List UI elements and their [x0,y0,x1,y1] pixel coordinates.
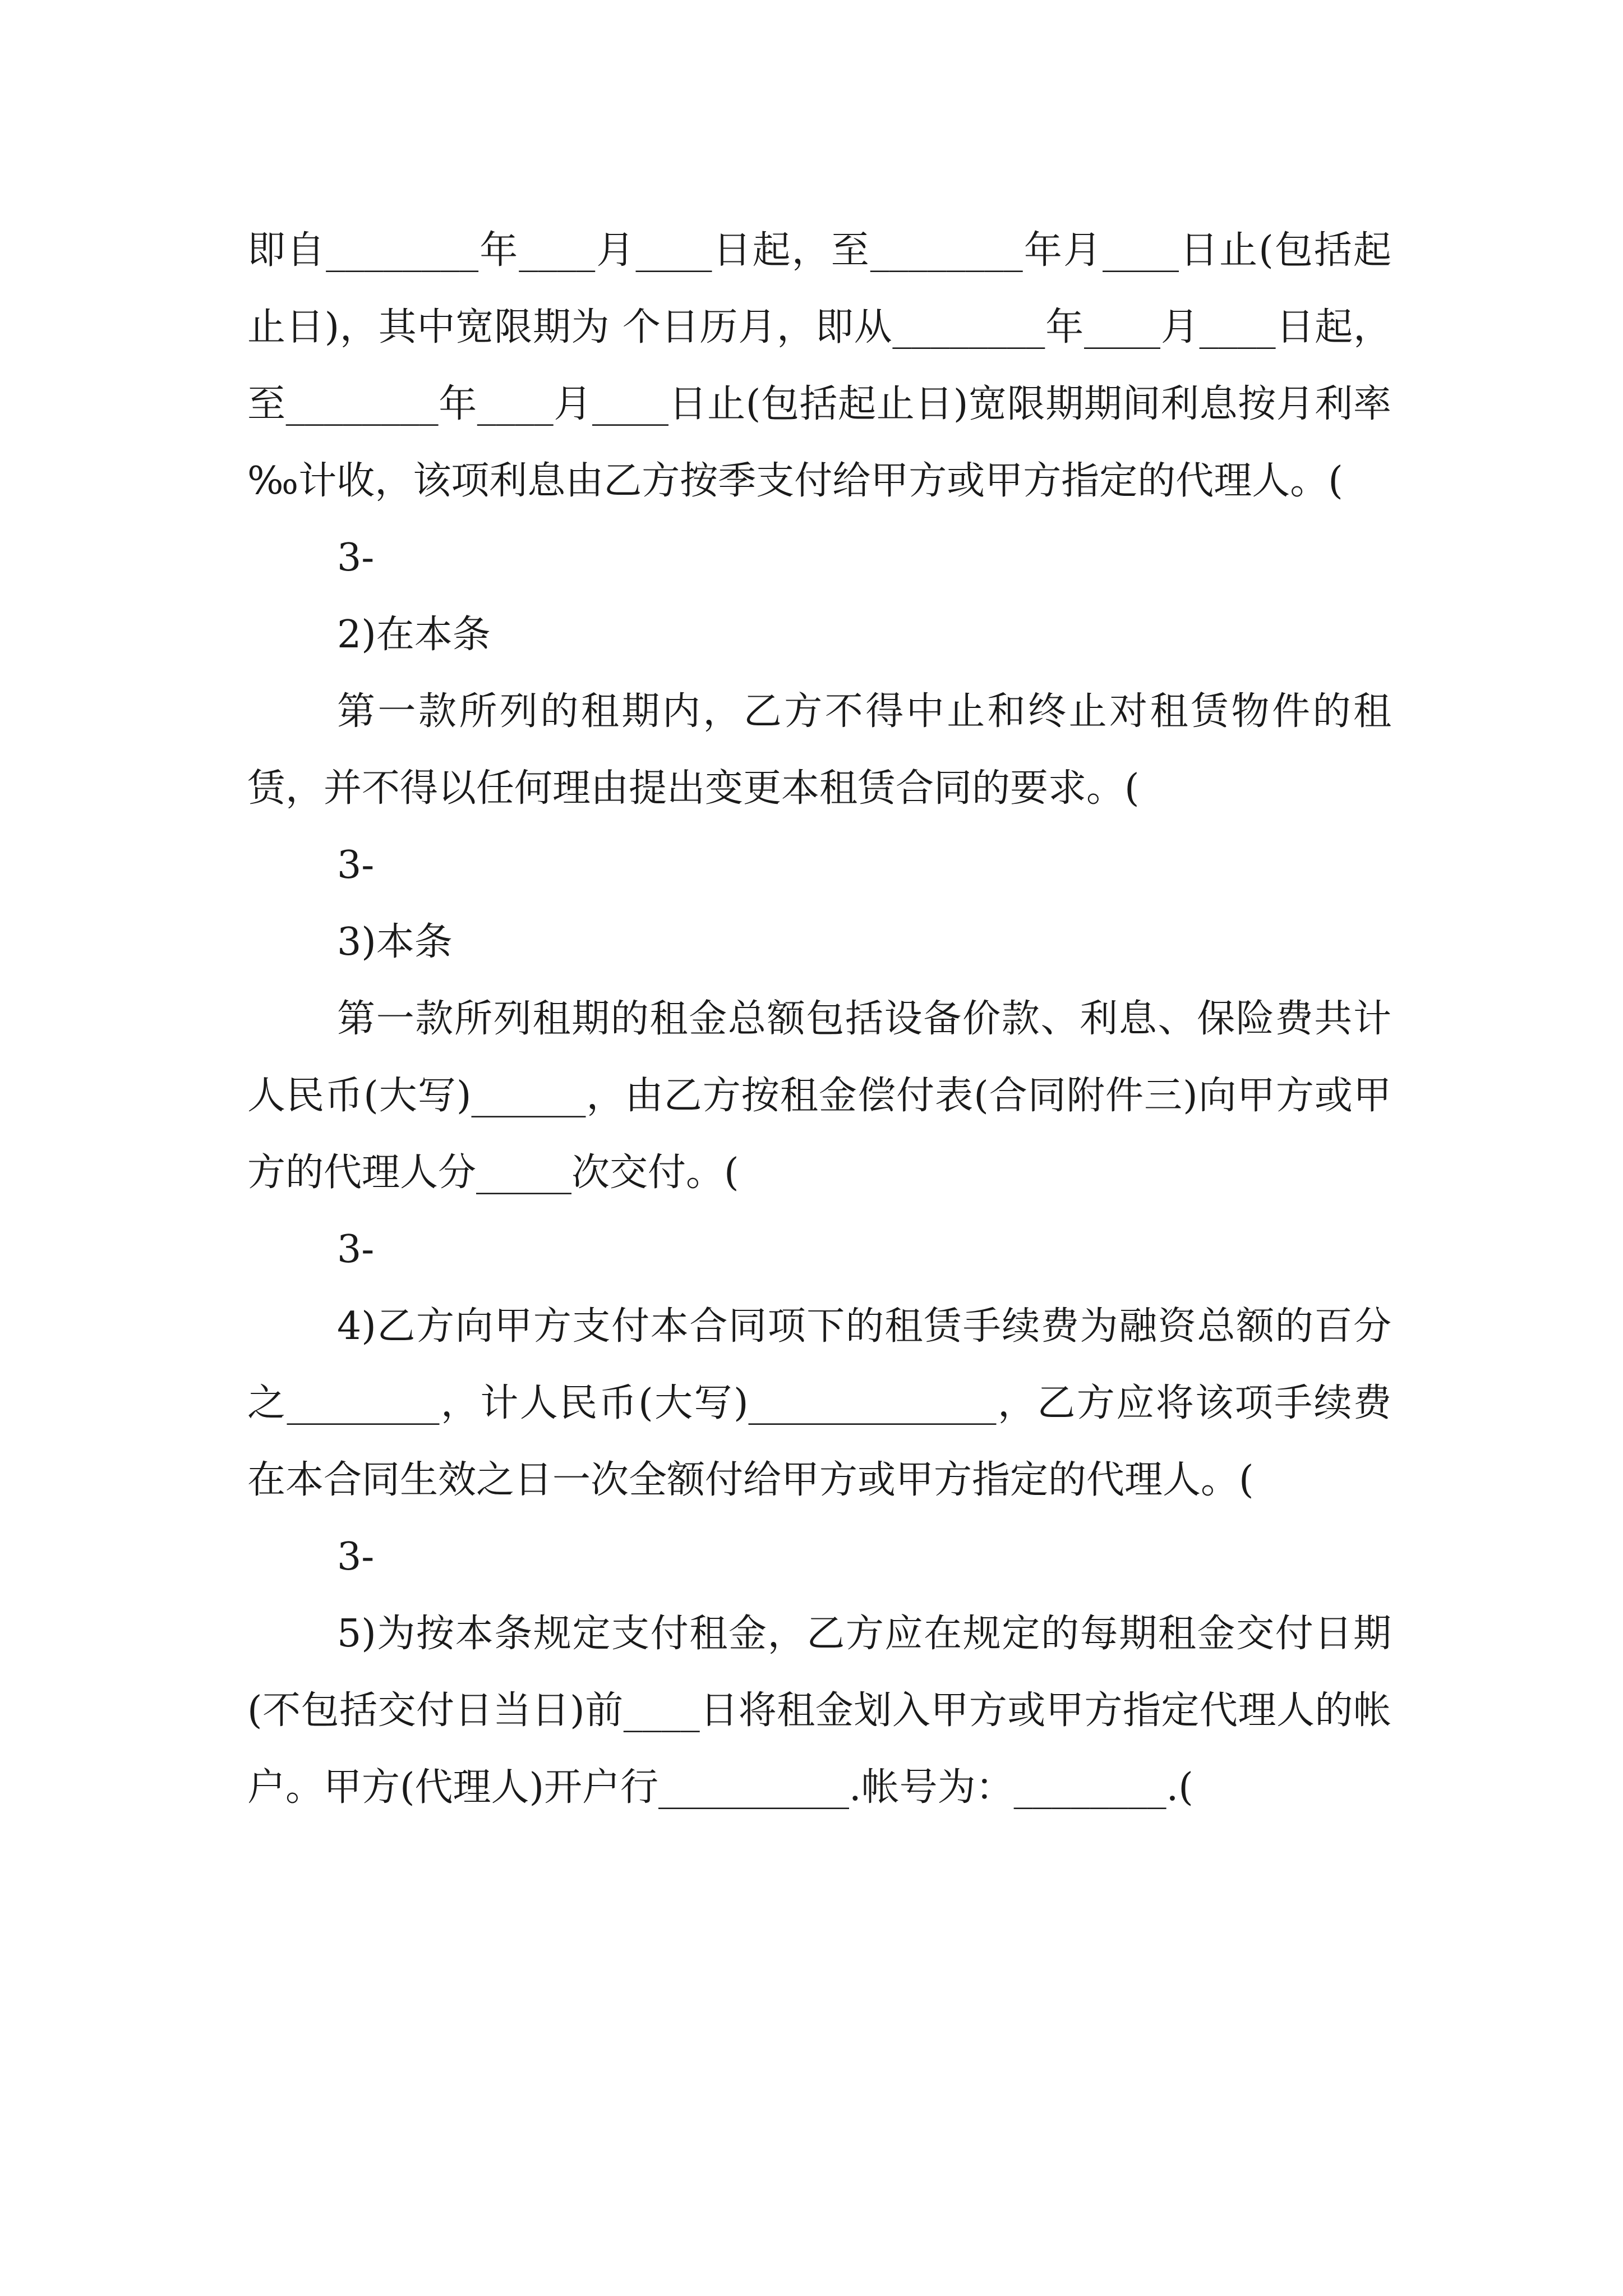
paragraph-lease-term-no-termination: 第一款所列的租期内，乙方不得中止和终止对租赁物件的租赁，并不得以任何理由提出变更本租赁合同的要求。( [247,689,1391,811]
clause-number-3-5-prefix: 3- [337,1535,375,1579]
paragraph-handling-fee: 4)乙方向甲方支付本合同项下的租赁手续费为融资总额的百分之________，计人民币(大写)_____________，乙方应将该项手续费在本合同生效之日一次全额付给甲方或甲方指定的代理人。( [247,1304,1391,1502]
clause-number-3-3-prefix: 3- [337,843,375,887]
paragraph-rent-payment-account: 5)为按本条规定支付租金，乙方应在规定的每期租金交付日期(不包括交付日当日)前____日将租金划入甲方或甲方指定代理人的帐户。甲方(代理人)开户行__________.帐号为：________.( [247,1612,1391,1810]
clause-number-3-2-prefix: 3- [337,536,375,580]
clause-3-2-heading: 2)在本条 [337,613,491,657]
clause-3-3-heading: 3)本条 [337,920,453,964]
clause-number-3-4-prefix: 3- [337,1227,375,1272]
paragraph-grace-period: 即自________年____月____日起，至________年月____日止(包括起止日)，其中宽限期为 个日历月，即从________年____月____日起，至________年____月____日止(包括起止日)宽限期期间利息按月利率 ‰计收，该项利息由乙方按季支付给甲方或甲方指定的代理人。( [247,228,1391,503]
paragraph-total-rent: 第一款所列租期的租金总额包括设备价款、利息、保险费共计人民币(大写)______，由乙方按租金偿付表(合同附件三)向甲方或甲方的代理人分_____次交付。( [247,997,1391,1195]
document-body [247,212,1391,1826]
